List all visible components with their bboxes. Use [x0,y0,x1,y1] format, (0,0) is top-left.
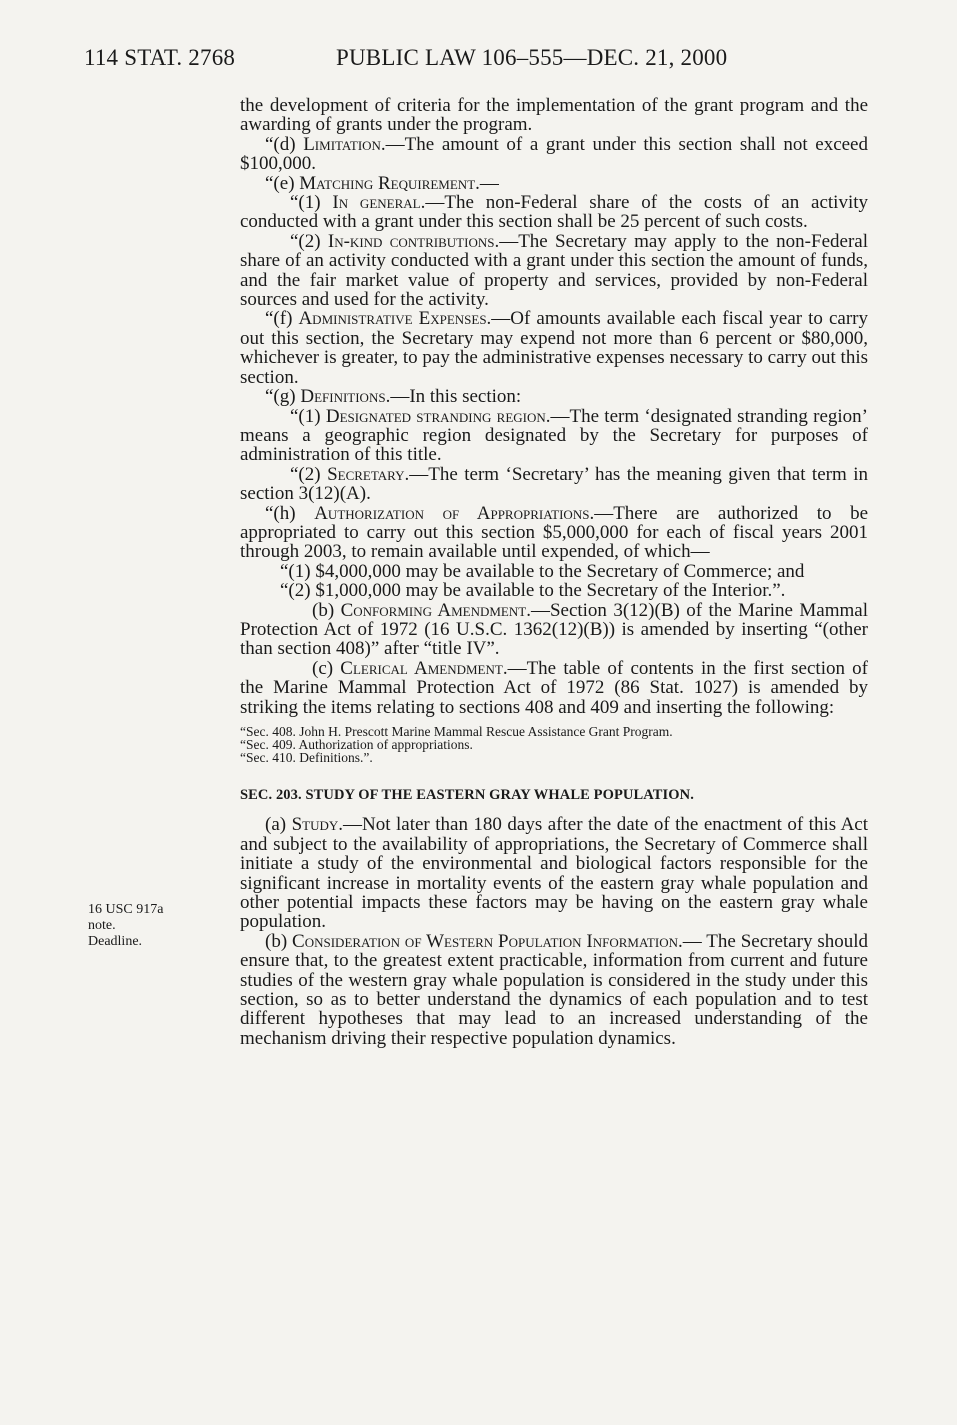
subsection-g-text: .—In this section: [385,386,522,408]
subsection-d-text: .—The amount of a grant under this section shall not exceed $100,000. [240,133,868,175]
toc-item: “Sec. 409. Authorization of appropriations. [240,737,473,752]
paragraph-e2-text: .—The Secretary may apply to the non-Federal share of an activity conducted with a grant under this section the amount of funds, and the fair market value of property and services, provided by non-Federal sources and used for the activity. [240,230,868,311]
paragraph-e2 [240,232,868,310]
paragraph-continuation: the development of criteria for the implementation of the grant program and the awarding of grants under the program. [240,95,868,136]
section-203-a-text: .—Not later than 180 days after the date of the enactment of this Act and subject to the availability of appropriations, the Secretary of Commerce shall initiate a study of the environmental and biological factors responsible for the significant increase in mortality events of the eastern gray whale population and other potential impacts these factors may be having on the eastern gray whale population. [240,814,869,933]
toc-item: “Sec. 410. Definitions.”. [240,750,373,765]
section-203-a-designator: (a) [265,814,292,836]
paragraph-g2 [240,465,868,504]
section-203-b-designator: (b) [265,930,293,952]
margin-note-usc: 16 USC 917a [88,902,164,917]
paragraph-g1-heading: Designated stranding region [325,405,546,427]
subsection-e [240,174,868,193]
subsection-e-text: .— [475,172,499,194]
subsection-g [240,387,868,406]
subsection-b [240,601,868,659]
subsection-b-designator: (b) [312,599,341,621]
stat-page-number: 114 STAT. 2768 [84,45,236,70]
paragraph-e1-heading: In general [332,192,421,214]
public-law-citation: PUBLIC LAW 106–555—DEC. 21, 2000 [336,45,728,70]
subsection-d-designator: “(d) [265,133,304,155]
section-203-b-heading: Consideration of Western Population Information [292,930,678,952]
paragraph-g2-text: .—The term ‘Secretary’ has the meaning given that term in section 3(12)(A). [240,463,868,505]
paragraph-g2-designator: “(2) [290,463,328,485]
subsection-f-text: .—Of amounts available each fiscal year to carry out this section, the Secretary may expend not more than 6 percent or $80,000, whichever is greater, to pay the administrative expenses necessary to carry out this section. [240,308,868,388]
margin-note [88,902,218,950]
subsection-f-heading: Administrative Expenses [298,308,487,330]
table-of-contents-insert [240,725,868,764]
paragraph-e2-designator: “(2) [290,230,328,252]
subsection-e-heading: Matching Requirement [299,172,476,194]
subsection-d-heading: Limitation [303,133,381,155]
subsection-c-designator: (c) [312,657,341,679]
margin-note-note: note. [88,918,116,933]
subsection-b-text: .—Section 3(12)(B) of the Marine Mammal Protection Act of 1972 (16 U.S.C. 1362(12)(B)) is amended by inserting “(other than section 408)” after “title IV”. [240,599,868,660]
paragraph-e1 [240,193,868,232]
subsection-f [240,309,868,387]
subsection-g-designator: “(g) [265,386,301,408]
paragraph-e1-text: .—The non-Federal share of the costs of an activity conducted with a grant under this section shall be 25 percent of such costs. [240,192,869,233]
toc-item: “Sec. 408. John H. Prescott Marine Mammal Rescue Assistance Grant Program. [240,724,673,739]
section-203-a [240,815,868,931]
margin-note-deadline: Deadline. [88,934,143,949]
section-203-b [240,932,868,1048]
subsection-h-designator: “(h) [265,502,315,524]
document-body [240,96,868,1048]
subsection-f-designator: “(f) [265,308,299,330]
section-203-b-continuation: The Secretary should ensure that, to the greatest extent practicable, information from current and future studies of the western gray whale population is considered in the study under this section, so as to better understand the dynamics of each population and to test different hypotheses that may lead to an increased understanding of the mechanism driving their respective population dynamics. [240,930,868,1049]
subsection-d [240,135,868,174]
subsection-c-text: .—The table of contents in the first section of the Marine Mammal Protection Act of 1972 (86 Stat. 1027) is amended by striking the items relating to sections 408 and 409 and inserting the following: [240,657,868,718]
subsection-c [240,659,868,717]
section-203-b-text: .— [677,930,702,952]
subsection-h-text: .—There are authorized to be appropriated to carry out this section $5,000,000 for each of fiscal years 2001 through 2003, to remain available until expended, of which— [240,502,869,563]
subsection-h [240,504,868,562]
paragraph-e2-heading: In-kind contributions [327,230,495,252]
subsection-g-heading: Definitions [300,386,386,408]
paragraph-h1: “(1) $4,000,000 may be available to the Secretary of Commerce; and [280,560,805,582]
paragraph-g1 [240,407,868,465]
subsection-b-heading: Conforming Amendment [340,599,527,621]
paragraph-e1-designator: “(1) [290,192,333,214]
section-203-a-heading: Study [291,814,339,836]
subsection-h-heading: Authorization of Appropriations [314,502,590,524]
subsection-e-designator: “(e) [265,172,300,194]
subsection-c-heading: Clerical Amendment [340,657,503,679]
paragraph-g1-designator: “(1) [290,405,326,427]
paragraph-g1-text: .—The term ‘designated stranding region’ means a geographic region designated by the Secretary for purposes of administration of this title. [240,405,869,466]
section-heading: SEC. 203. STUDY OF THE EASTERN GRAY WHALE POPULATION. [240,787,694,803]
paragraph-h2: “(2) $1,000,000 may be available to the Secretary of the Interior.”. [280,580,786,602]
paragraph-g2-heading: Secretary [327,463,405,485]
